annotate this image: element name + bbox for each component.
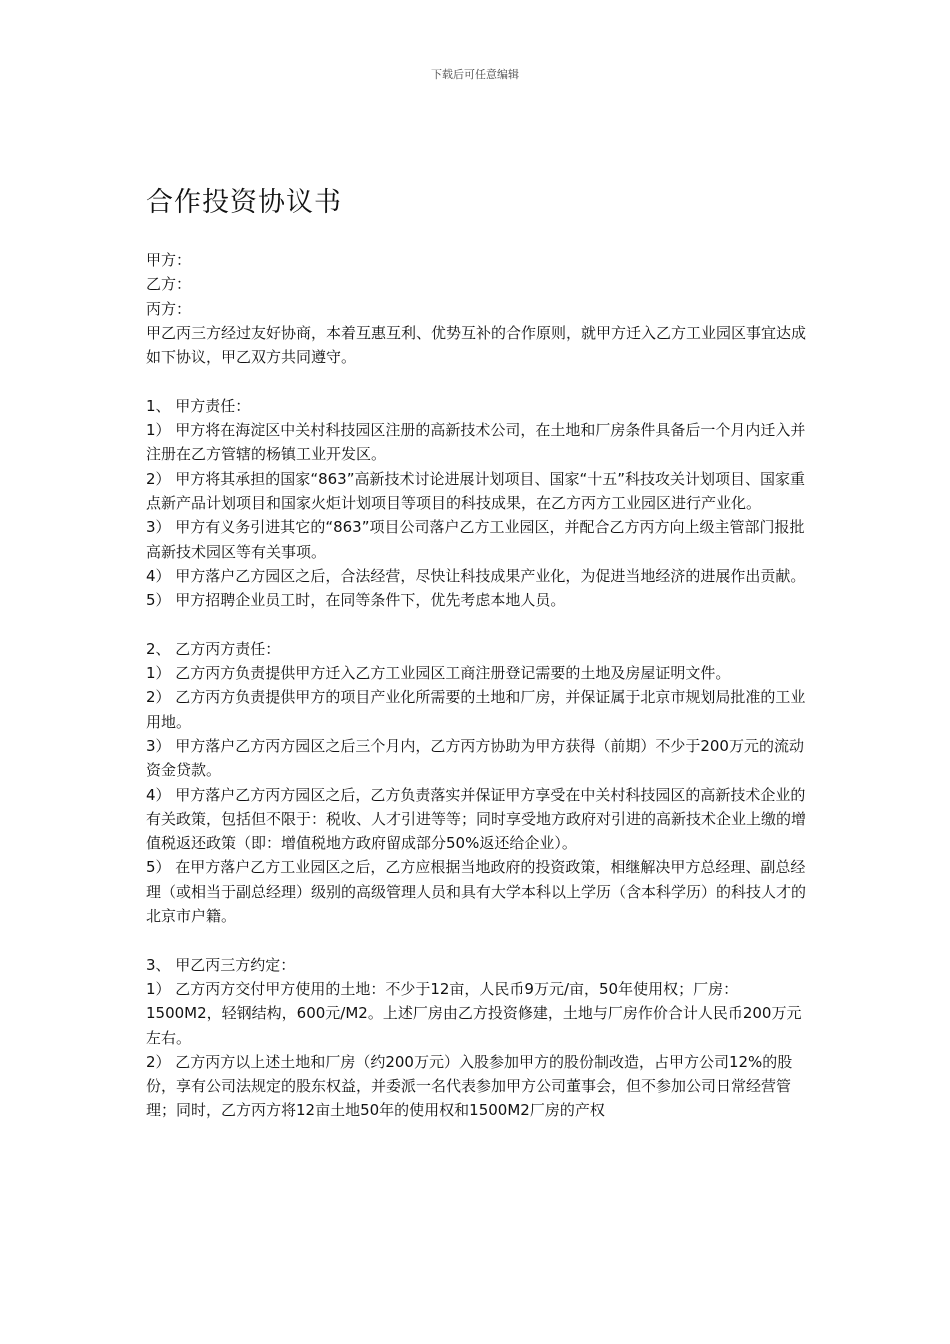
section-item: 3） 甲方有义务引进其它的“863”项目公司落户乙方工业园区，并配合乙方丙方向上级主管部门报批高新技术园区等有关事项。 [146, 518, 805, 561]
spacer [146, 612, 806, 636]
document-title: 合作投资协议书 [146, 187, 342, 218]
party-b-line: 乙方： [146, 275, 192, 294]
section-heading: 3、 甲乙丙三方约定： [146, 955, 296, 974]
section-item: 5） 在甲方落户乙方工业园区之后，乙方应根据当地政府的投资政策，相继解决甲方总经理、副总经理（或相当于副总经理）级别的高级管理人员和具有大学本科以上学历（含本科学历）的科技人才的北京市户籍。 [146, 858, 807, 926]
section-item: 2） 乙方丙方以上述土地和厂房（约200万元）入股参加甲方的股份制改造，占甲方公司12%的股份，享有公司法规定的股东权益，并委派一名代表参加甲方公司董事会，但不参加公司日常经营管理；同时，乙方丙方将12亩土地50年的使用权和1500M2厂房的产权 [146, 1052, 793, 1120]
spacer [146, 369, 806, 393]
section-item: 1） 甲方将在海淀区中关村科技园区注册的高新技术公司，在土地和厂房条件具备后一个月内迁入并注册在乙方管辖的杨镇工业开发区。 [146, 421, 806, 464]
section-item: 4） 甲方落户乙方丙方园区之后，乙方负责落实并保证甲方享受在中关村科技园区的高新技术企业的有关政策，包括但不限于：税收、人才引进等等；同时享受地方政府对引进的高新技术企业上缴的增值税返还政策（即：增值税地方政府留成部分50%返还给企业）。 [146, 785, 807, 853]
section-item: 4） 甲方落户乙方园区之后，合法经营，尽快让科技成果产业化，为促进当地经济的进展作出贡献。 [146, 566, 806, 585]
intro-paragraph: 甲乙丙三方经过友好协商，本着互惠互利、优势互补的合作原则，就甲方迁入乙方工业园区事宜达成如下协议，甲乙双方共同遵守。 [146, 323, 807, 367]
party-a-line: 甲方： [146, 251, 192, 269]
section-heading: 2、 乙方丙方责任： [146, 639, 281, 658]
section-item: 5） 甲方招聘企业员工时，在同等条件下，优先考虑本地人员。 [146, 591, 566, 610]
section-item: 1） 乙方丙方负责提供甲方迁入乙方工业园区工商注册登记需要的土地及房屋证明文件。 [146, 664, 731, 683]
spacer [146, 928, 806, 952]
party-c-line: 丙方： [146, 299, 192, 318]
section-item: 2） 甲方将其承担的国家“863”高新技术讨论进展计划项目、国家“十五”科技攻关计划项目、国家重点新产品计划项目和国家火炬计划项目等项目的科技成果，在乙方丙方工业园区进行产业化。 [146, 469, 806, 512]
section-item: 1） 乙方丙方交付甲方使用的土地：不少于12亩，人民币9万元/亩，50年使用权；厂房：1500M2，轻钢结构，600元/M2。上述厂房由乙方投资修建，土地与厂房作价合计人民币200万元左右。 [146, 979, 802, 1047]
document-body [146, 248, 806, 1123]
section-item: 2） 乙方丙方负责提供甲方的项目产业化所需要的土地和厂房，并保证属于北京市规划局批准的工业用地。 [146, 688, 806, 731]
section-heading: 1、 甲方责任： [146, 396, 251, 415]
section-item: 3） 甲方落户乙方丙方园区之后三个月内，乙方丙方协助为甲方获得（前期）不少于200万元的流动资金贷款。 [146, 736, 804, 780]
page-header-note: 下载后可任意编辑 [431, 68, 519, 81]
